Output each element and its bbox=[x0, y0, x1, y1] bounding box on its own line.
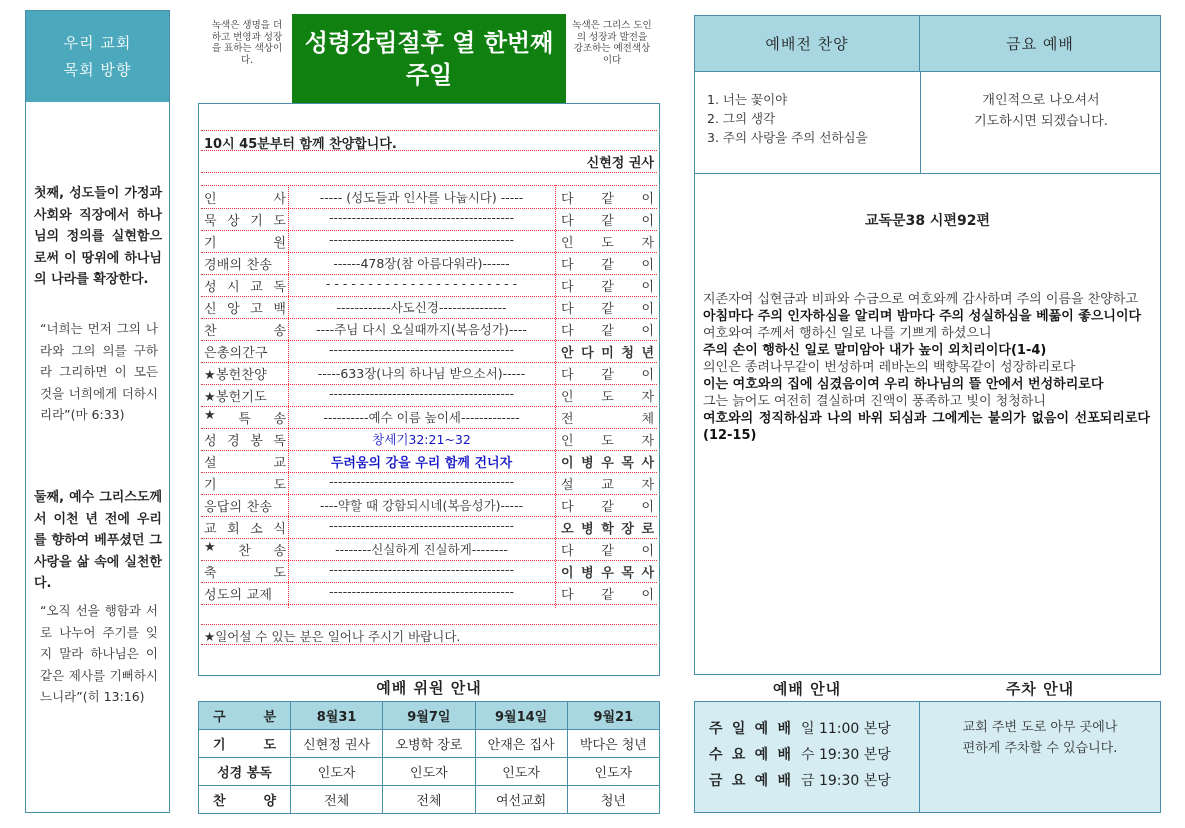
order-item-person: 다 같 이 bbox=[561, 368, 654, 383]
order-of-service bbox=[198, 103, 660, 676]
worship-service-name: 수 요 예 배 bbox=[709, 747, 791, 763]
order-item-name: 신 앙 고 백 bbox=[204, 302, 286, 317]
order-item-person: 전 체 bbox=[561, 412, 654, 427]
committee-title: 예배 위원 안내 bbox=[376, 679, 482, 697]
parking-line-1: 교회 주변 도로 아무 곳에나 bbox=[962, 720, 1118, 735]
order-item-name: 축 도 bbox=[204, 566, 286, 581]
committee-row-prayer bbox=[199, 730, 660, 758]
worship-schedule-row bbox=[709, 744, 914, 768]
order-item-name: 은총의간구 bbox=[204, 346, 268, 361]
pastoral-direction-header bbox=[26, 11, 169, 102]
order-item-name: ★ 찬 송 bbox=[204, 540, 286, 559]
standing-note: ★일어설 수 있는 분은 일어나 주시기 바랍니다. bbox=[204, 629, 461, 644]
friday-worship-text bbox=[921, 90, 1161, 132]
order-row bbox=[199, 582, 657, 604]
worship-schedule bbox=[694, 701, 920, 813]
order-item-person: 설 교 자 bbox=[561, 478, 654, 493]
friday-worship-header: 금요 예배 bbox=[920, 16, 1160, 72]
committee-cell: 안재은 집사 bbox=[475, 730, 567, 758]
order-item-name: 응답의 찬송 bbox=[204, 500, 273, 515]
order-item-name: ★봉헌찬양 bbox=[204, 368, 267, 383]
order-item-name: 성도의 교제 bbox=[204, 588, 273, 603]
hymn-list bbox=[707, 90, 868, 147]
order-item-name: ★ 특 송 bbox=[204, 408, 286, 427]
order-item-content: ----------예수 이름 높이세------------- bbox=[323, 410, 520, 425]
committee-date-4: 9월21 bbox=[567, 702, 659, 730]
friday-text-line-1: 개인적으로 나오셔서 bbox=[982, 93, 1100, 108]
order-row bbox=[199, 274, 657, 296]
order-item-content: ----------------------------------------- bbox=[329, 518, 514, 533]
parking-guide bbox=[919, 701, 1161, 813]
order-row bbox=[199, 318, 657, 340]
order-row bbox=[199, 538, 657, 560]
order-row bbox=[199, 384, 657, 406]
order-row bbox=[199, 516, 657, 538]
order-item-content: ------478장(참 아름다워라)------ bbox=[333, 256, 510, 271]
order-item-person: 오 병 학 장 로 bbox=[561, 522, 654, 537]
order-item-person: 이 병 우 목 사 bbox=[561, 456, 654, 471]
committee-role-prayer: 기 도 bbox=[199, 730, 291, 758]
order-item-person: 인 도 자 bbox=[561, 236, 654, 251]
committee-header-row bbox=[199, 702, 660, 730]
order-item-name: 성 시 교 독 bbox=[204, 280, 286, 295]
worship-schedule-row bbox=[709, 718, 914, 742]
order-item-person: 다 같 이 bbox=[561, 258, 654, 273]
direction-quote-2: “오직 선을 행함과 서로 나누어 주기를 잊지 말라 하나님은 이 같은 제사를 기뻐하시느니라”(히 13:16) bbox=[40, 603, 158, 704]
worship-service-time: 수 19:30 본당 bbox=[801, 747, 891, 763]
order-item-content: ----------------------------------------- bbox=[329, 386, 514, 401]
order-item-person: 다 같 이 bbox=[561, 588, 654, 603]
order-item-name: 찬 송 bbox=[204, 324, 286, 339]
order-row bbox=[199, 428, 657, 450]
order-item-content: ----------------------------------------- bbox=[329, 474, 514, 489]
order-item-name: 인 사 bbox=[204, 192, 286, 207]
reading-verse: 지존자여 십현금과 비파와 수금으로 여호와께 감사하며 주의 이름을 찬양하고 bbox=[703, 292, 1138, 307]
hymn-and-reading-panel bbox=[694, 15, 1161, 675]
praise-intro: 10시 45분부터 함께 찬양합니다. bbox=[204, 137, 397, 152]
order-row bbox=[199, 450, 657, 472]
order-item-content: --------신실하게 진실하게-------- bbox=[335, 542, 508, 557]
order-item-person: 다 같 이 bbox=[561, 214, 654, 229]
friday-text-line-2: 기도하시면 되겠습니다. bbox=[974, 114, 1108, 129]
order-item-person: 이 병 우 목 사 bbox=[561, 566, 654, 581]
order-item-person: 다 같 이 bbox=[561, 500, 654, 515]
order-item-content: 창세기32:21~32 bbox=[372, 432, 471, 447]
committee-cell: 전체 bbox=[383, 786, 475, 814]
order-item-content: ----------------------------------------- bbox=[329, 562, 514, 577]
reading-verse: 여호와의 정직하심과 나의 바위 되심과 그에게는 불의가 없음이 선포되리로다 (12-15) bbox=[703, 411, 1150, 443]
order-item-content: ----약할 때 강함되시네(복음성가)----- bbox=[319, 498, 524, 513]
worship-service-time: 일 11:00 본당 bbox=[801, 721, 891, 737]
order-item-name: 기 도 bbox=[204, 478, 286, 493]
order-item-person: 안 다 미 청 년 bbox=[561, 346, 654, 361]
order-item-person: 다 같 이 bbox=[561, 544, 654, 559]
order-item-content: ----------------------------------------- bbox=[329, 210, 514, 225]
committee-cell: 인도자 bbox=[475, 758, 567, 786]
reading-verse: 의인은 종려나무같이 번성하며 레바논의 백향목같이 성장하리로다 bbox=[703, 360, 1076, 375]
direction-quote-1: “너희는 먼저 그의 나라와 그의 의를 구하라 그리하면 이 모든 것을 너희에게 더하시리라”(마 6:33) bbox=[40, 321, 158, 422]
hymn-item: 3. 주의 사랑을 주의 선하심을 bbox=[707, 130, 868, 145]
order-item-content: ----주님 다시 오실때까지(복음성가)---- bbox=[316, 322, 527, 337]
order-row bbox=[199, 494, 657, 516]
order-row bbox=[199, 472, 657, 494]
sunday-title-text: 성령강림절후 열 한번째 주일 bbox=[304, 28, 554, 89]
green-note-left: 녹색은 생명을 더하고 번영과 성장을 표하는 색상이다. bbox=[211, 20, 283, 66]
direction-point-1: 첫째, 성도들이 가정과 사회와 직장에서 하나님의 정의를 실현함으로써 이 땅위에 하나님의 나라를 확장한다. bbox=[34, 186, 162, 287]
committee-cell: 박다은 청년 bbox=[567, 730, 659, 758]
committee-table bbox=[198, 701, 660, 814]
committee-role-praise: 찬 양 bbox=[199, 786, 291, 814]
committee-row-reading bbox=[199, 758, 660, 786]
order-item-content: ----------------------------------------- bbox=[329, 232, 514, 247]
committee-date-2: 9월7일 bbox=[383, 702, 475, 730]
order-item-name: 묵 상 기 도 bbox=[204, 214, 286, 229]
pastoral-direction-panel bbox=[25, 10, 170, 813]
committee-row-praise bbox=[199, 786, 660, 814]
committee-cell: 인도자 bbox=[383, 758, 475, 786]
order-row bbox=[199, 186, 657, 208]
order-item-name: 기 원 bbox=[204, 236, 286, 251]
order-item-content: 두려움의 강을 우리 함께 건너자 bbox=[330, 456, 513, 470]
order-item-person: 다 같 이 bbox=[561, 324, 654, 339]
order-item-person: 다 같 이 bbox=[561, 280, 654, 295]
worship-service-time: 금 19:30 본당 bbox=[801, 773, 891, 789]
parking-info-title: 주차 안내 bbox=[1005, 680, 1075, 698]
order-item-content: -----633장(나의 하나님 받으소서)----- bbox=[317, 366, 526, 381]
order-row bbox=[199, 296, 657, 318]
worship-service-name: 금 요 예 배 bbox=[709, 773, 791, 789]
order-item-content: - - - - - - - - - - - - - - - - - - - - - - - bbox=[325, 276, 518, 291]
order-row bbox=[199, 230, 657, 252]
committee-cell: 오병학 장로 bbox=[383, 730, 475, 758]
order-row bbox=[199, 406, 657, 428]
reading-verse: 아침마다 주의 인자하심을 알리며 밤마다 주의 성실하심을 베풂이 좋으니이다 bbox=[703, 309, 1142, 324]
order-row bbox=[199, 560, 657, 582]
header-line-2: 목회 방향 bbox=[63, 60, 132, 79]
order-item-person: 다 같 이 bbox=[561, 192, 654, 207]
order-item-content: ----------------------------------------- bbox=[329, 342, 514, 357]
reading-verse: 이는 여호와의 집에 심겼음이여 우리 하나님의 뜰 안에서 번성하리로다 bbox=[703, 377, 1104, 392]
order-item-content: ------------사도신경--------------- bbox=[336, 300, 507, 315]
order-item-person: 다 같 이 bbox=[561, 302, 654, 317]
hymn-item: 1. 너는 꽃이야 bbox=[707, 92, 788, 107]
header-line-1: 우리 교회 bbox=[63, 33, 132, 52]
direction-point-2: 둘째, 예수 그리스도께서 이천 년 전에 우리를 향하여 베푸셨던 그 사랑을 삶 속에 실천한다. bbox=[34, 490, 162, 591]
sunday-title bbox=[292, 14, 566, 103]
committee-cell: 인도자 bbox=[291, 758, 383, 786]
worship-schedule-row bbox=[709, 770, 914, 794]
order-item-name: 성 경 봉 독 bbox=[204, 434, 286, 449]
reading-verse: 그는 늙어도 여전히 결실하며 진액이 풍족하고 빛이 청청하니 bbox=[703, 394, 1046, 409]
responsive-reading-title: 교독문38 시편92편 bbox=[865, 213, 990, 229]
order-item-name: ★봉헌기도 bbox=[204, 390, 267, 405]
committee-cell: 인도자 bbox=[567, 758, 659, 786]
order-item-name: 경배의 찬송 bbox=[204, 258, 273, 273]
order-row bbox=[199, 208, 657, 230]
order-row bbox=[199, 340, 657, 362]
pre-worship-hymn-header: 예배전 찬양 bbox=[695, 16, 920, 72]
worship-info-title: 예배 안내 bbox=[772, 680, 842, 698]
committee-date-3: 9월14일 bbox=[475, 702, 567, 730]
committee-cell: 전체 bbox=[291, 786, 383, 814]
order-row bbox=[199, 362, 657, 384]
responsive-reading-text bbox=[703, 291, 1150, 444]
praise-leader: 신현정 권사 bbox=[586, 156, 654, 171]
order-item-name: 설 교 bbox=[204, 456, 286, 471]
worship-service-name: 주 일 예 배 bbox=[709, 721, 791, 737]
committee-date-1: 8월31 bbox=[291, 702, 383, 730]
parking-line-2: 편하게 주차할 수 있습니다. bbox=[962, 741, 1118, 756]
committee-cell: 신현정 권사 bbox=[291, 730, 383, 758]
order-item-content: ----------------------------------------- bbox=[329, 584, 514, 599]
reading-verse: 여호와여 주께서 행하신 일로 나를 기쁘게 하셨으니 bbox=[703, 326, 992, 341]
order-item-name: 교 회 소 식 bbox=[204, 522, 286, 537]
green-note-right: 녹색은 그리스 도인의 성장과 발전을 강조하는 예전색상이다 bbox=[572, 20, 652, 66]
committee-header-label: 구 분 bbox=[199, 702, 291, 730]
committee-role-reading: 성경 봉독 bbox=[199, 758, 291, 786]
committee-cell: 여선교회 bbox=[475, 786, 567, 814]
hymn-item: 2. 그의 생각 bbox=[707, 111, 776, 126]
reading-verse: 주의 손이 행하신 일로 말미암아 내가 높이 외치리이다(1-4) bbox=[703, 343, 1047, 358]
order-item-person: 인 도 자 bbox=[561, 390, 654, 405]
order-row bbox=[199, 252, 657, 274]
order-item-person: 인 도 자 bbox=[561, 434, 654, 449]
order-item-content: ----- (성도들과 인사를 나눕시다) ----- bbox=[319, 190, 524, 205]
committee-cell: 청년 bbox=[567, 786, 659, 814]
